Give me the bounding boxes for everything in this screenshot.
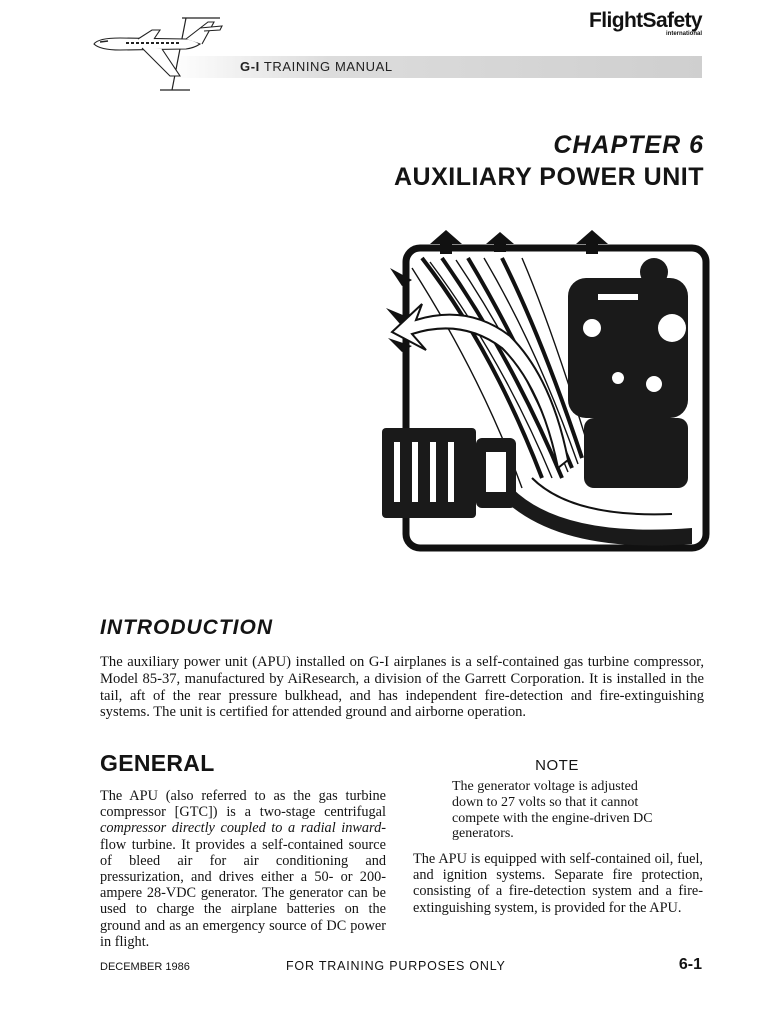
introduction-heading: INTRODUCTION [100,616,273,639]
apu-cutaway-illustration [372,228,710,558]
chapter-number: CHAPTER 6 [553,131,704,159]
footer-date: DECEMBER 1986 [100,961,190,973]
brand-logo [589,10,702,37]
footer-notice: FOR TRAINING PURPOSES ONLY [286,959,506,973]
page-number: 6-1 [678,956,702,973]
manual-title-text: TRAINING MANUAL [263,59,393,74]
general-paragraph-italic: compressor directly coupled to a radial inward- [100,820,386,837]
general-paragraph [100,788,386,950]
brand-subtitle: international [665,31,702,37]
chapter-heading [394,130,704,194]
manual-title [240,59,393,74]
chapter-title: AUXILIARY POWER UNIT [393,163,704,191]
note-title: NOTE [535,757,579,774]
note-body: The generator voltage is adjusted down to 27 volts so that it cannot compete with the engine-driven DC generators. [452,779,653,842]
airplane-code: G-I [240,59,260,74]
airplane-logo-icon [90,14,228,94]
brand-name: FlightSafety [589,9,702,32]
general-paragraph-end: flow turbine. It provides a self-contained source of bleed air for air conditioning and pressurization, and drives either a 50- or 200-ampere 28-VDC generator. The generator can be used to charge the airplane batteries on the ground and as an emergency source of DC power in flight. [100,836,386,950]
general-paragraph-start: The APU (also referred to as the gas turbine compressor [GTC]) is a two-stage centrifugal [100,788,386,821]
introduction-paragraph: The auxiliary power unit (APU) installed on G-I airplanes is a self-contained gas turbine compressor, Model 85-37, manufactured by AiResearch, a division of the Garrett Corporation. It is installed in the tail, aft of the rear pressure bulkhead, and has independent fire-detection and fire-extinguishing systems. The unit is certified for attended ground and airborne operation. [100,654,704,721]
apu-systems-paragraph: The APU is equipped with self-contained oil, fuel, and ignition systems. Separate fire protection, consisting of a fire-detection system and a fire-extinguishing system, is provided for the APU. [413,851,703,916]
general-heading: GENERAL [100,750,215,776]
